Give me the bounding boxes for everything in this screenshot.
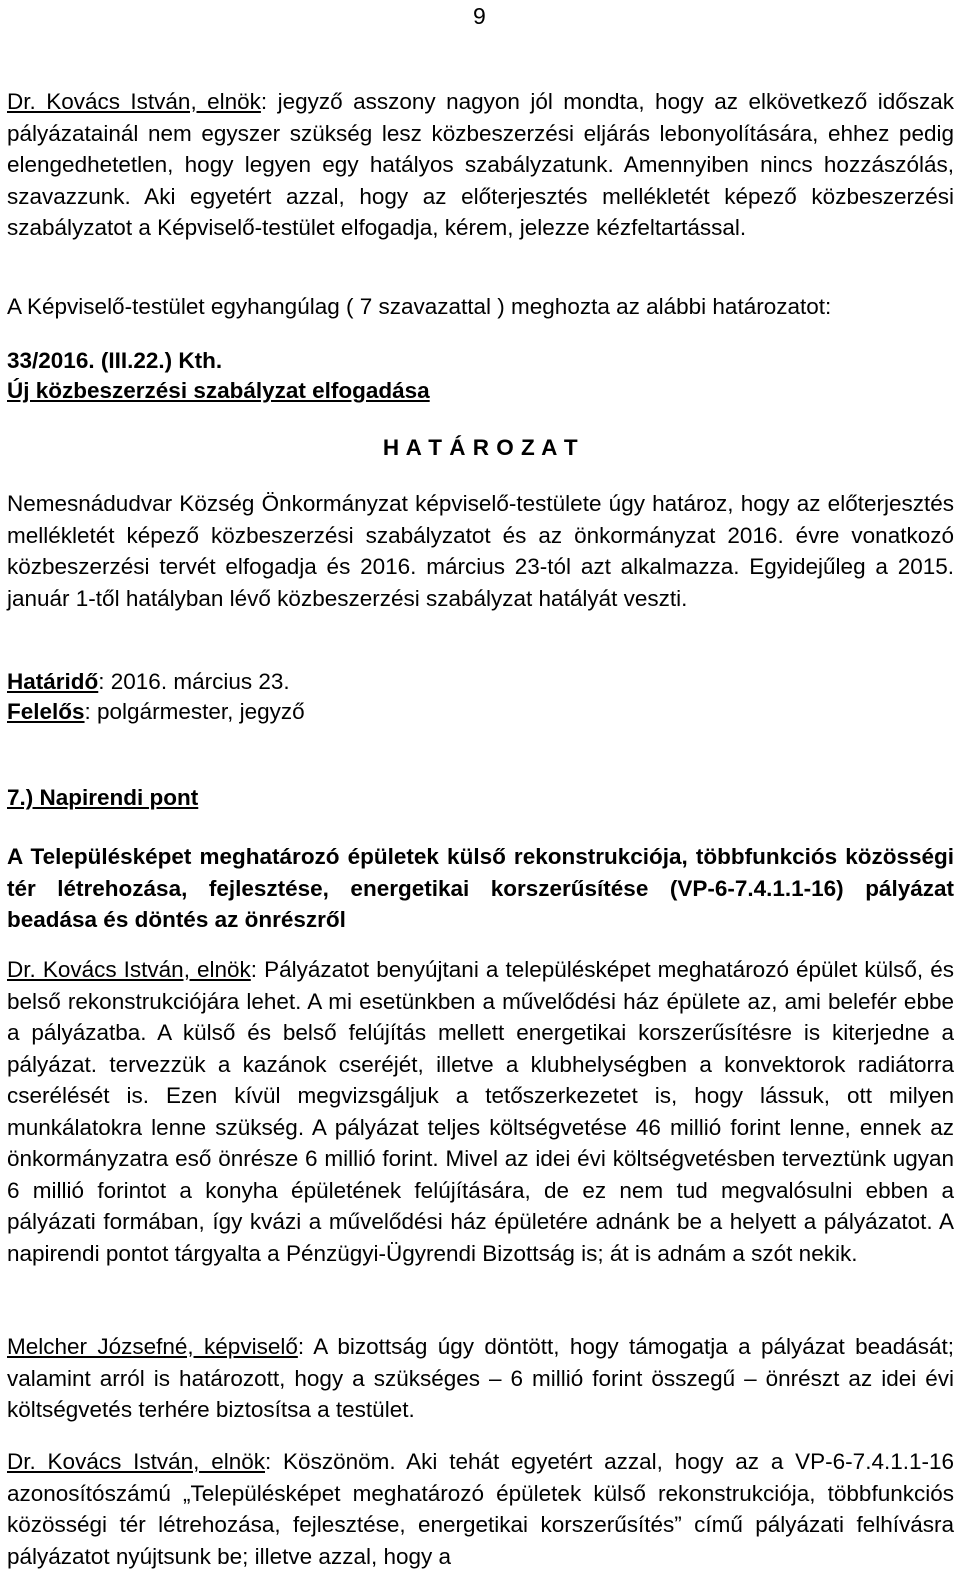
agenda-item-title: A Településképet meghatározó épületek külső rekonstrukciója, többfunkciós közösségi tér létrehozása, fejlesztése, energetikai korszerűsítése (VP-6-7.4.1.1-16) pályázat beadása és döntés az önrészről xyxy=(7,844,954,932)
speaker-name: Melcher Józsefné, képviselő xyxy=(7,1334,298,1359)
paragraph-text: : A bizottság úgy döntött, hogy támogatja a pályázat beadását; valamint arról is határozott, hogy a szükséges – 6 millió forint összegű – önrészt az idei évi költségvetés terhére biztosítsa a testület. xyxy=(7,1334,954,1422)
deadline-value: : 2016. március 23. xyxy=(98,669,290,694)
paragraph-committee xyxy=(7,1331,954,1426)
speaker-name: Dr. Kovács István, elnök xyxy=(7,957,251,982)
resolution-responsible xyxy=(7,697,305,727)
vote-statement: A Képviselő-testület egyhangúlag ( 7 szavazattal ) meghozta az alábbi határozatot: xyxy=(7,294,832,319)
deadline-label: Határidő xyxy=(7,669,99,694)
resolution-number: 33/2016. (III.22.) Kth. xyxy=(7,348,223,373)
speaker-name: Dr. Kovács István, elnök xyxy=(7,1449,265,1474)
paragraph-chairman-vote xyxy=(7,1446,954,1572)
resolution-heading: H A T Á R O Z A T xyxy=(382,435,579,460)
paragraph-chairman-intro xyxy=(7,86,954,244)
paragraph-chairman-project xyxy=(7,954,954,1269)
agenda-item-number: 7.) Napirendi pont xyxy=(7,785,199,810)
responsible-label: Felelős xyxy=(7,699,85,724)
responsible-value: : polgármester, jegyző xyxy=(84,699,305,724)
paragraph-text: : Köszönöm. Aki tehát egyetért azzal, hogy az a VP-6-7.4.1.1-16 azonosítószámú „Településképet meghatározó épületek külső rekonstrukciója, többfunkciós közösségi tér létrehozása, fejlesztése, energetikai korszerűsítés” című pályázati felhívásra pályázatot nyújtsunk be; illetve azzal, hogy a xyxy=(7,1449,955,1569)
resolution-body: Nemesnádudvar Község Önkormányzat képviselő-testülete úgy határoz, hogy az előterjesztés mellékletét képező közbeszerzési szabályzatot és az önkormányzat 2016. évre vonatkozó közbeszerzési tervét elfogadja és 2016. március 23-tól azt alkalmazza. Egyidejűleg a 2015. január 1-től hatályban lévő közbeszerzési szabályzat hatályát veszti. xyxy=(7,491,954,611)
resolution-deadline xyxy=(7,667,290,697)
page-number: 9 xyxy=(473,3,486,29)
speaker-name: Dr. Kovács István, elnök xyxy=(7,89,261,114)
resolution-title: Új közbeszerzési szabályzat elfogadása xyxy=(7,378,430,403)
paragraph-text: : Pályázatot benyújtani a településképet meghatározó épület külső, és belső rekonstrukciójára lehet. A mi esetünkben a művelődési ház épülete az, ami belefér ebbe a pályázatba. A külső és belső felújítás mellett energetikai korszerűsítésre is kiterjedne a pályázat. tervezzük a kazánok cseréjét, illetve a klubhelységben a konvektorok radiátorra cserélését is. Ezen kívül megvizsgáljuk a tetőszerkezetet is, hogy lássuk, ott milyen munkálatokra lenne szükség. A pályázat teljes költségvetése 46 millió forint lenne, ennek az önkormányzatra eső önrésze 6 millió forint. Mivel az idei évi költségvetésben terveztünk ugyan 6 millió forintot a konyha épületének felújítására, de ez nem tud megvalósulni ebben a pályázati formában, így kvázi a művelődési ház épületére adnánk be a helyett a pályázatot. A napirendi pontot tárgyalta a Pénzügyi-Ügyrendi Bizottság is; át is adnám a szót nekik. xyxy=(7,957,954,1266)
paragraph-text: : jegyző asszony nagyon jól mondta, hogy az elkövetkező időszak pályázatainál nem egyszer szükség lesz közbeszerzési eljárás lebonyolítására, ehhez pedig elengedhetetlen, hogy legyen egy hatályos szabályzatunk. Amennyiben nincs hozzászólás, szavazzunk. Aki egyetért azzal, hogy az előterjesztés mellékletét képező közbeszerzési szabályzatot a Képviselő-testület elfogadja, kérem, jelezze kézfeltartással. xyxy=(7,89,954,240)
